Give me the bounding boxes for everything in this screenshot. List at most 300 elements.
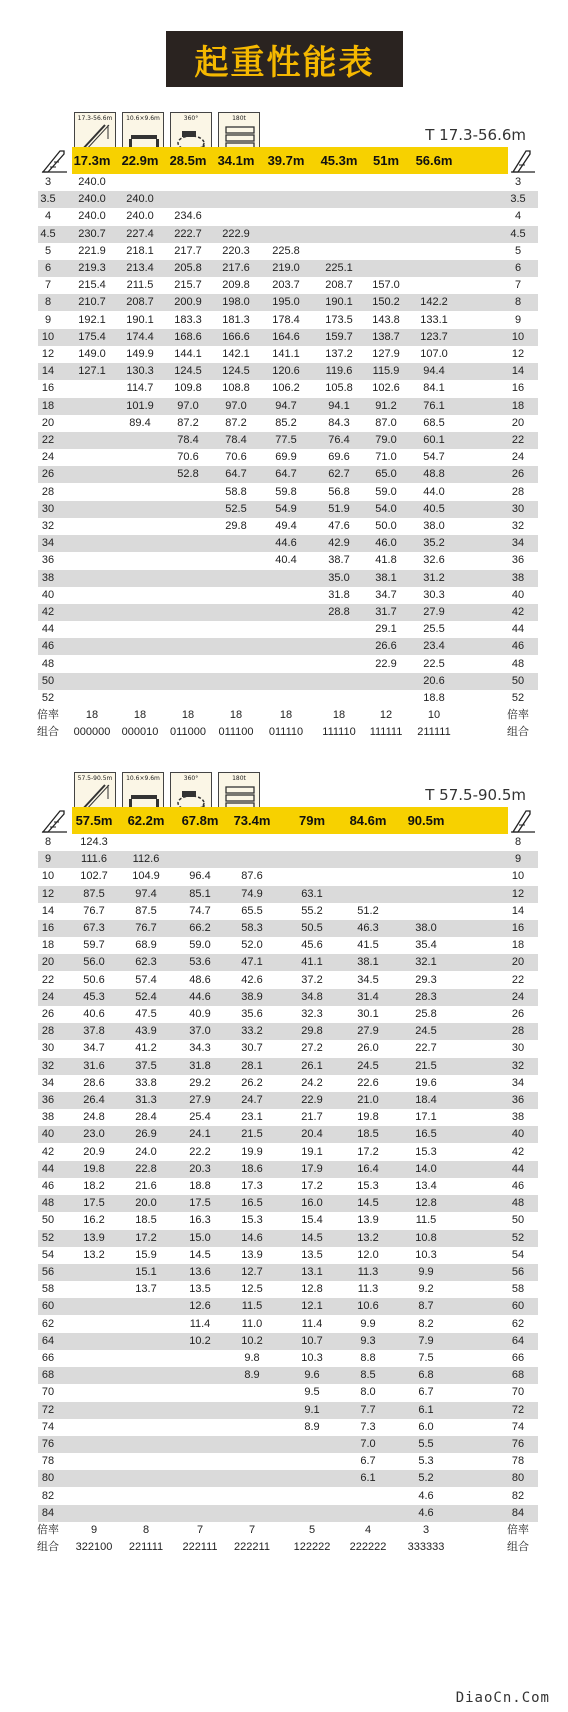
load-value-cell bbox=[66, 1281, 122, 1298]
load-value-cell: 38.1 bbox=[375, 571, 397, 584]
load-value-cell: 11.5 bbox=[241, 1300, 263, 1313]
load-value-cell: 119.6 bbox=[325, 365, 353, 378]
radius-cell: 3 bbox=[514, 176, 522, 188]
radius-cell: 4 bbox=[44, 210, 52, 223]
boom-length-cell: 45.3m bbox=[320, 153, 358, 168]
load-value-cell bbox=[118, 1488, 174, 1505]
load-value-cell: 5.5 bbox=[418, 1438, 434, 1450]
load-value-cell bbox=[406, 174, 462, 191]
load-value-cell: 24.8 bbox=[83, 1111, 105, 1124]
load-value-cell: 30.1 bbox=[357, 1008, 379, 1020]
radius-cell: 56 bbox=[511, 1266, 525, 1278]
radius-cell: 7 bbox=[514, 279, 522, 292]
radius-cell: 84 bbox=[41, 1506, 55, 1519]
load-value-cell: 87.2 bbox=[177, 416, 199, 429]
radius-cell: 倍率 bbox=[37, 709, 59, 722]
radius-cell: 18 bbox=[41, 939, 55, 952]
load-value-cell bbox=[340, 834, 396, 851]
load-value-cell: 5 bbox=[308, 1524, 316, 1536]
radius-cell: 44 bbox=[41, 623, 55, 636]
load-value-cell: 35.2 bbox=[423, 537, 445, 550]
load-value-cell: 97.0 bbox=[225, 399, 247, 412]
radius-cell: 10 bbox=[41, 870, 55, 883]
load-value-cell: 17.2 bbox=[301, 1180, 323, 1192]
load-value-cell: 240.0 bbox=[78, 193, 106, 206]
load-value-cell: 17.2 bbox=[135, 1231, 157, 1244]
load-value-cell: 31.8 bbox=[189, 1059, 211, 1072]
radius-cell: 20 bbox=[41, 416, 55, 429]
radius-cell: 52 bbox=[41, 1231, 55, 1244]
load-chart-table-2 bbox=[38, 772, 538, 1656]
load-value-cell: 52.8 bbox=[177, 468, 199, 481]
load-value-cell: 37.8 bbox=[83, 1025, 105, 1038]
load-value-cell: 97.0 bbox=[177, 399, 199, 412]
radius-cell: 28 bbox=[511, 1025, 525, 1038]
load-value-cell: 22.9 bbox=[301, 1094, 323, 1106]
load-value-cell bbox=[66, 1419, 122, 1436]
boom-length-header bbox=[38, 807, 538, 834]
boom-range-label: T 17.3-56.6m bbox=[425, 126, 526, 144]
table-row bbox=[38, 552, 538, 569]
load-value-cell: 27.2 bbox=[301, 1042, 323, 1055]
load-value-cell: 9.9 bbox=[360, 1317, 376, 1330]
load-value-cell bbox=[172, 1384, 228, 1401]
load-value-cell: 40.6 bbox=[83, 1008, 105, 1020]
load-value-cell: 38.1 bbox=[357, 956, 379, 969]
table-row bbox=[38, 587, 538, 604]
load-value-cell: 32.3 bbox=[301, 1008, 323, 1020]
load-value-cell bbox=[258, 638, 314, 655]
load-value-cell: 101.9 bbox=[126, 399, 154, 412]
load-value-cell: 13.7 bbox=[135, 1283, 157, 1296]
radius-cell: 组合 bbox=[37, 726, 59, 739]
load-value-cell: 12.5 bbox=[241, 1283, 263, 1296]
load-value-cell: 22.7 bbox=[415, 1042, 437, 1055]
load-value-cell: 26.6 bbox=[375, 640, 397, 653]
load-value-cell: 14.0 bbox=[415, 1162, 437, 1175]
boom-range-label: T 57.5-90.5m bbox=[425, 786, 526, 804]
load-value-cell: 219.0 bbox=[272, 262, 300, 274]
load-value-cell: 106.2 bbox=[272, 382, 300, 395]
radius-cell: 54 bbox=[41, 1248, 55, 1261]
load-value-cell: 18 bbox=[229, 709, 243, 722]
load-value-cell: 20.9 bbox=[83, 1145, 105, 1158]
radius-cell: 28 bbox=[41, 1025, 55, 1038]
load-value-cell: 79.0 bbox=[375, 434, 397, 446]
load-value-cell bbox=[208, 621, 264, 638]
load-value-cell: 144.1 bbox=[174, 348, 202, 360]
load-value-cell: 13.1 bbox=[301, 1266, 323, 1278]
load-value-cell: 22.5 bbox=[423, 657, 445, 670]
load-value-cell: 15.3 bbox=[241, 1214, 263, 1227]
load-value-cell: 137.2 bbox=[325, 348, 353, 360]
load-value-cell: 18.8 bbox=[189, 1180, 211, 1192]
load-value-cell: 24.1 bbox=[189, 1128, 211, 1141]
table-row bbox=[38, 1178, 538, 1195]
load-value-cell: 16.4 bbox=[357, 1162, 379, 1175]
load-value-cell: 8.5 bbox=[360, 1369, 376, 1382]
load-value-cell: 138.7 bbox=[372, 330, 400, 343]
load-value-cell: 7 bbox=[196, 1524, 204, 1536]
radius-cell: 50 bbox=[511, 674, 525, 687]
load-value-cell: 56.0 bbox=[83, 956, 105, 969]
load-value-cell: 123.7 bbox=[420, 330, 448, 343]
load-value-cell: 34.5 bbox=[357, 973, 379, 986]
table-row bbox=[38, 1023, 538, 1040]
load-value-cell bbox=[224, 851, 280, 868]
icon-label: 57.5-90.5m bbox=[77, 775, 113, 782]
load-value-cell: 215.4 bbox=[78, 279, 106, 292]
load-value-cell: 011100 bbox=[218, 726, 254, 739]
load-value-cell: 19.9 bbox=[241, 1145, 263, 1158]
radius-cell: 30 bbox=[41, 1042, 55, 1055]
radius-cell: 82 bbox=[41, 1489, 55, 1502]
load-value-cell: 27.9 bbox=[189, 1094, 211, 1106]
load-value-cell: 87.6 bbox=[241, 870, 263, 883]
boom-length-cell: 39.7m bbox=[267, 153, 305, 168]
radius-cell: 40 bbox=[41, 1128, 55, 1141]
radius-cell: 倍率 bbox=[507, 709, 529, 722]
load-value-cell: 141.1 bbox=[272, 348, 300, 360]
load-value-cell: 33.2 bbox=[241, 1025, 263, 1038]
load-value-cell bbox=[224, 1419, 280, 1436]
boom-length-cell: 51m bbox=[372, 153, 400, 168]
load-value-cell bbox=[284, 1505, 340, 1522]
load-value-cell: 4.6 bbox=[418, 1506, 434, 1519]
radius-cell: 22 bbox=[511, 434, 525, 446]
load-value-cell: 40.4 bbox=[275, 554, 297, 567]
table-row bbox=[38, 1333, 538, 1350]
table-row bbox=[38, 535, 538, 552]
load-value-cell bbox=[118, 1367, 174, 1384]
load-value-cell bbox=[172, 834, 228, 851]
load-value-cell: 11.5 bbox=[415, 1214, 437, 1227]
load-value-cell: 87.5 bbox=[83, 887, 105, 900]
table-row bbox=[38, 1161, 538, 1178]
load-value-cell: 174.4 bbox=[126, 330, 154, 343]
radius-cell: 22 bbox=[41, 434, 55, 446]
radius-cell: 82 bbox=[511, 1489, 525, 1502]
radius-cell: 5 bbox=[44, 244, 52, 257]
icon-label: 10.6×9.6m bbox=[126, 775, 160, 782]
load-value-cell: 48.8 bbox=[423, 468, 445, 481]
load-value-cell: 000000 bbox=[73, 726, 111, 739]
load-value-cell: 25.4 bbox=[189, 1111, 211, 1124]
load-value-cell bbox=[224, 1505, 280, 1522]
load-value-cell: 84.1 bbox=[423, 382, 445, 395]
load-value-cell: 54.0 bbox=[375, 502, 397, 515]
load-value-cell: 6.1 bbox=[418, 1403, 434, 1416]
radius-cell: 70 bbox=[511, 1386, 525, 1399]
load-value-cell: 71.0 bbox=[375, 451, 397, 464]
load-value-cell: 18.5 bbox=[135, 1214, 157, 1227]
radius-cell: 16 bbox=[511, 922, 525, 934]
load-value-cell: 168.6 bbox=[174, 330, 202, 343]
load-value-cell: 230.7 bbox=[78, 227, 106, 240]
load-value-cell: 7.5 bbox=[418, 1352, 434, 1364]
icon-label: 180t bbox=[232, 115, 246, 122]
load-value-cell: 221.9 bbox=[78, 244, 106, 257]
radius-cell: 68 bbox=[511, 1369, 525, 1382]
load-value-cell: 35.4 bbox=[415, 939, 437, 952]
load-value-cell bbox=[258, 656, 314, 673]
table-row bbox=[38, 1505, 538, 1522]
radius-cell: 64 bbox=[511, 1334, 525, 1347]
load-value-cell: 70.6 bbox=[177, 451, 199, 464]
load-value-cell: 10 bbox=[427, 709, 441, 722]
load-value-cell: 9.6 bbox=[304, 1369, 320, 1382]
load-value-cell bbox=[208, 673, 264, 690]
load-value-cell bbox=[118, 1419, 174, 1436]
load-value-cell: 18.8 bbox=[423, 692, 445, 704]
icon-label: 10.6×9.6m bbox=[126, 115, 160, 122]
radius-cell: 24 bbox=[511, 990, 525, 1003]
load-value-cell: 9.3 bbox=[360, 1334, 376, 1347]
load-value-cell: 62.3 bbox=[135, 956, 157, 969]
load-value-cell: 9.2 bbox=[418, 1283, 434, 1296]
load-value-cell: 16.3 bbox=[189, 1214, 211, 1227]
load-value-cell: 19.8 bbox=[357, 1111, 379, 1124]
load-value-cell bbox=[398, 903, 454, 920]
load-value-cell bbox=[284, 851, 340, 868]
page-title: 起重性能表 bbox=[194, 42, 375, 83]
radius-cell: 52 bbox=[511, 1231, 525, 1244]
load-value-cell: 6.8 bbox=[418, 1369, 434, 1382]
load-value-cell: 7 bbox=[248, 1524, 256, 1536]
load-value-cell: 13.9 bbox=[83, 1231, 105, 1244]
radius-cell: 14 bbox=[511, 365, 525, 378]
table-row bbox=[38, 834, 538, 851]
load-value-cell: 52.4 bbox=[135, 990, 157, 1003]
radius-cell: 9 bbox=[44, 853, 52, 866]
load-value-cell: 31.7 bbox=[375, 606, 397, 618]
load-value-cell: 54.9 bbox=[275, 502, 297, 515]
load-value-cell bbox=[406, 243, 462, 260]
radius-cell: 7 bbox=[44, 279, 52, 292]
table-row bbox=[38, 989, 538, 1006]
load-value-cell: 10.3 bbox=[415, 1248, 437, 1261]
load-value-cell bbox=[224, 1453, 280, 1470]
load-value-cell: 115.9 bbox=[372, 365, 400, 378]
table-row bbox=[38, 260, 538, 277]
radius-cell: 8 bbox=[44, 836, 52, 848]
radius-cell: 50 bbox=[41, 1214, 55, 1227]
table-row bbox=[38, 363, 538, 380]
radius-cell: 3.5 bbox=[510, 193, 526, 206]
table-row bbox=[38, 1075, 538, 1092]
load-value-cell: 11.0 bbox=[241, 1317, 263, 1330]
load-value-cell: 221111 bbox=[128, 1541, 164, 1554]
table-row bbox=[38, 1109, 538, 1126]
table-row bbox=[38, 1264, 538, 1281]
load-value-cell bbox=[224, 1488, 280, 1505]
load-value-cell bbox=[66, 1384, 122, 1401]
load-value-cell: 42.6 bbox=[241, 973, 263, 986]
table-row bbox=[38, 1144, 538, 1161]
radius-cell: 12 bbox=[41, 887, 55, 900]
load-value-cell bbox=[208, 604, 264, 621]
radius-cell: 46 bbox=[41, 1180, 55, 1192]
icon-label: 360° bbox=[183, 115, 199, 122]
load-value-cell: 68.5 bbox=[423, 416, 445, 429]
load-value-cell: 240.0 bbox=[126, 210, 154, 223]
radius-cell: 60 bbox=[41, 1300, 55, 1313]
load-value-cell: 011110 bbox=[268, 726, 304, 739]
load-value-cell: 127.1 bbox=[78, 365, 106, 378]
load-value-cell: 19.1 bbox=[301, 1145, 323, 1158]
load-value-cell: 58.8 bbox=[225, 485, 247, 498]
load-value-cell: 8.8 bbox=[360, 1352, 376, 1364]
load-chart-table-1 bbox=[38, 112, 538, 749]
load-value-cell: 240.0 bbox=[78, 210, 106, 223]
load-value-cell: 60.1 bbox=[423, 434, 445, 446]
load-value-cell: 29.3 bbox=[415, 973, 437, 986]
load-value-cell: 17.1 bbox=[415, 1111, 437, 1124]
radius-cell: 24 bbox=[41, 990, 55, 1003]
load-value-cell: 85.1 bbox=[189, 887, 211, 900]
radius-cell: 84 bbox=[511, 1506, 525, 1519]
table-row bbox=[38, 972, 538, 989]
table-row bbox=[38, 398, 538, 415]
load-value-cell bbox=[118, 1436, 174, 1453]
load-value-cell: 34.3 bbox=[189, 1042, 211, 1055]
radius-cell: 48 bbox=[41, 1197, 55, 1210]
radius-cell: 10 bbox=[41, 330, 55, 343]
load-value-cell: 45.3 bbox=[83, 990, 105, 1003]
radius-cell: 36 bbox=[41, 554, 55, 567]
radius-cell: 64 bbox=[41, 1334, 55, 1347]
load-value-cell: 21.5 bbox=[415, 1059, 437, 1072]
load-value-cell: 5.2 bbox=[418, 1472, 434, 1485]
table-row bbox=[38, 329, 538, 346]
load-value-cell: 112.6 bbox=[132, 853, 160, 866]
load-value-cell bbox=[208, 656, 264, 673]
load-value-cell: 111110 bbox=[322, 726, 356, 739]
load-value-cell: 67.3 bbox=[83, 922, 105, 934]
radius-cell: 76 bbox=[41, 1438, 55, 1450]
table-row bbox=[38, 1040, 538, 1057]
load-value-cell: 6.1 bbox=[360, 1472, 376, 1485]
load-value-cell: 17.9 bbox=[301, 1162, 323, 1175]
radius-cell: 30 bbox=[41, 502, 55, 515]
table-row bbox=[38, 638, 538, 655]
load-value-cell: 18.4 bbox=[415, 1094, 437, 1106]
load-value-cell: 31.2 bbox=[423, 571, 445, 584]
load-value-cell: 240.0 bbox=[78, 176, 106, 188]
load-value-cell bbox=[118, 1384, 174, 1401]
icon-label: 180t bbox=[232, 775, 246, 782]
load-value-cell: 37.2 bbox=[301, 973, 323, 986]
load-value-cell bbox=[66, 1316, 122, 1333]
load-value-cell: 47.1 bbox=[241, 956, 263, 969]
radius-cell: 14 bbox=[511, 904, 525, 917]
load-value-cell: 87.5 bbox=[135, 904, 157, 917]
load-value-cell: 208.7 bbox=[325, 279, 353, 292]
load-value-cell: 203.7 bbox=[272, 279, 300, 292]
load-value-cell: 64.7 bbox=[275, 468, 297, 481]
load-value-cell: 195.0 bbox=[272, 296, 300, 309]
radius-cell: 52 bbox=[511, 692, 525, 704]
load-value-cell: 159.7 bbox=[325, 330, 353, 343]
radius-cell: 34 bbox=[511, 537, 525, 550]
table-row bbox=[38, 380, 538, 397]
boom-length-cell: 90.5m bbox=[407, 813, 445, 828]
load-value-cell: 34.7 bbox=[83, 1042, 105, 1055]
load-value-cell: 23.4 bbox=[423, 640, 445, 653]
radius-cell: 8 bbox=[514, 836, 522, 848]
load-value-cell: 166.6 bbox=[222, 330, 250, 343]
load-value-cell: 181.3 bbox=[222, 313, 250, 326]
load-value-cell: 205.8 bbox=[174, 262, 202, 274]
load-value-cell: 198.0 bbox=[222, 296, 250, 309]
load-value-cell: 13.2 bbox=[357, 1231, 379, 1244]
radius-cell: 倍率 bbox=[37, 1524, 59, 1536]
load-value-cell bbox=[66, 1470, 122, 1487]
table-row bbox=[38, 1006, 538, 1023]
load-value-cell: 65.5 bbox=[241, 904, 263, 917]
radius-cell: 40 bbox=[41, 588, 55, 601]
load-value-cell: 59.0 bbox=[375, 485, 397, 498]
radius-cell: 46 bbox=[41, 640, 55, 653]
radius-cell: 78 bbox=[511, 1455, 525, 1468]
load-value-cell: 76.1 bbox=[423, 399, 445, 412]
load-value-cell: 10.7 bbox=[301, 1334, 323, 1347]
radius-cell: 3.5 bbox=[40, 193, 56, 206]
radius-cell: 8 bbox=[514, 296, 522, 309]
load-value-cell bbox=[66, 1350, 122, 1367]
load-value-cell: 13.5 bbox=[189, 1283, 211, 1296]
load-value-cell: 190.1 bbox=[325, 296, 353, 309]
load-value-cell: 107.0 bbox=[420, 348, 448, 360]
load-value-cell bbox=[172, 1505, 228, 1522]
table-row bbox=[38, 690, 538, 707]
load-value-cell: 9.1 bbox=[304, 1403, 320, 1416]
load-value-cell: 14.5 bbox=[301, 1231, 323, 1244]
boom-length-cell: 34.1m bbox=[217, 153, 255, 168]
table-row bbox=[38, 954, 538, 971]
radius-cell: 20 bbox=[511, 956, 525, 969]
load-value-cell: 111111 bbox=[369, 726, 403, 739]
radius-cell: 58 bbox=[41, 1283, 55, 1296]
load-value-cell: 25.8 bbox=[415, 1008, 437, 1020]
load-value-cell: 62.7 bbox=[328, 468, 350, 481]
load-value-cell: 12.6 bbox=[189, 1300, 211, 1313]
table-row bbox=[38, 432, 538, 449]
radius-cell: 26 bbox=[511, 1008, 525, 1020]
load-value-cell: 77.5 bbox=[275, 434, 297, 446]
load-value-cell: 42.9 bbox=[328, 537, 350, 550]
load-value-cell: 6.0 bbox=[418, 1420, 434, 1433]
table-row bbox=[38, 1436, 538, 1453]
load-value-cell bbox=[398, 868, 454, 885]
load-value-cell bbox=[118, 1470, 174, 1487]
load-value-cell: 13.6 bbox=[189, 1266, 211, 1278]
load-value-cell: 149.0 bbox=[78, 348, 106, 360]
load-value-cell: 51.2 bbox=[357, 904, 379, 917]
load-value-cell: 30.3 bbox=[423, 588, 445, 601]
load-value-cell: 49.4 bbox=[275, 520, 297, 532]
load-value-cell: 44.6 bbox=[189, 990, 211, 1003]
icon-label: 360° bbox=[183, 775, 199, 782]
load-value-cell: 28.6 bbox=[83, 1076, 105, 1089]
load-value-cell: 18 bbox=[85, 709, 99, 722]
load-value-cell: 211111 bbox=[417, 726, 451, 739]
load-value-cell: 28.8 bbox=[328, 606, 350, 618]
load-value-cell: 76.7 bbox=[83, 904, 105, 917]
radius-cell: 28 bbox=[511, 485, 525, 498]
load-value-cell: 52.0 bbox=[241, 939, 263, 952]
load-value-cell: 164.6 bbox=[272, 330, 300, 343]
